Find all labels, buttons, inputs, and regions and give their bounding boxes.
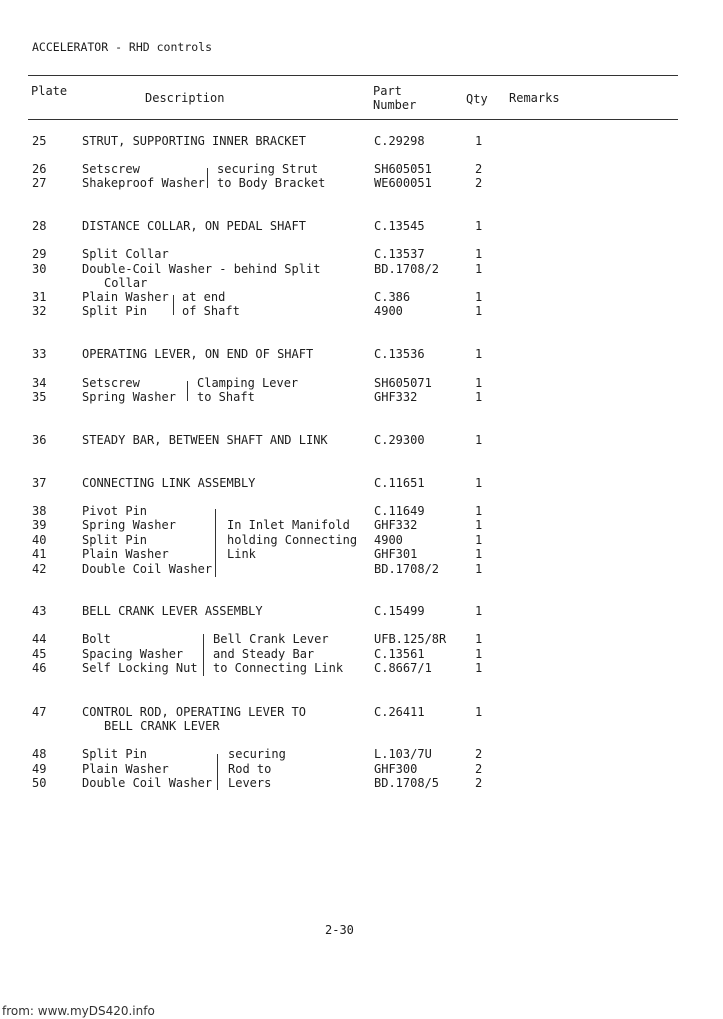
item-description: Split Pin (82, 533, 148, 547)
plate-number: 50 (32, 776, 47, 790)
part-number: SH605071 (374, 376, 432, 390)
table-row (0, 762, 723, 776)
plate-number: 47 (32, 705, 47, 719)
table-row (0, 705, 723, 733)
bracket-bar (173, 295, 174, 315)
bracket-bar (217, 754, 218, 790)
plate-number: 31 (32, 290, 47, 304)
group-note: Levers (228, 776, 272, 790)
quantity: 1 (475, 504, 483, 518)
part-number: SH605051 (374, 162, 432, 176)
plate-number: 30 (32, 262, 47, 276)
item-description: Spring Washer (82, 390, 176, 404)
part-number: WE600051 (374, 176, 432, 190)
item-description: Split Pin (82, 304, 148, 318)
part-number: C.13536 (374, 347, 425, 361)
part-number: C.11651 (374, 476, 425, 490)
item-description: Bolt (82, 632, 111, 646)
plate-number: 48 (32, 747, 47, 761)
quantity: 1 (475, 604, 483, 618)
part-number: GHF332 (374, 518, 418, 532)
item-description: Shakeproof Washer (82, 176, 205, 190)
item-description: CONNECTING LINK ASSEMBLY (82, 476, 256, 490)
table-row (0, 390, 723, 404)
part-number: GHF300 (374, 762, 418, 776)
item-description: Split Collar (82, 247, 169, 261)
page-title: ACCELERATOR - RHD controls (32, 40, 213, 54)
item-description: CONTROL ROD, OPERATING LEVER TO (82, 705, 306, 719)
quantity: 2 (475, 776, 483, 790)
quantity: 1 (475, 533, 483, 547)
quantity: 1 (475, 547, 483, 561)
table-row (0, 604, 723, 618)
table-row (0, 562, 723, 576)
quantity: 1 (475, 632, 483, 646)
header-description: Description (145, 91, 225, 105)
header-qty: Qty (466, 92, 488, 106)
plate-number: 32 (32, 304, 47, 318)
table-row (0, 632, 723, 646)
plate-number: 36 (32, 433, 47, 447)
group-note: securing Strut (217, 162, 319, 176)
item-description: Double-Coil Washer - behind Split (82, 262, 321, 276)
plate-number: 33 (32, 347, 47, 361)
group-note: In Inlet Manifold (227, 518, 350, 532)
item-description: Self Locking Nut (82, 661, 198, 675)
bracket-bar (207, 168, 208, 188)
plate-number: 37 (32, 476, 47, 490)
group-note: to Body Bracket (217, 176, 326, 190)
header-remarks: Remarks (509, 91, 560, 105)
part-number: C.13545 (374, 219, 425, 233)
group-note: and Steady Bar (213, 647, 315, 661)
group-note: Rod to (228, 762, 272, 776)
plate-number: 29 (32, 247, 47, 261)
part-number: C.386 (374, 290, 411, 304)
item-description: Spacing Washer (82, 647, 184, 661)
plate-number: 41 (32, 547, 47, 561)
quantity: 1 (475, 219, 483, 233)
quantity: 1 (475, 661, 483, 675)
part-number: L.103/7U (374, 747, 432, 761)
plate-number: 45 (32, 647, 47, 661)
source-watermark: from: www.myDS420.info (2, 1004, 155, 1018)
part-number: UFB.125/8R (374, 632, 447, 646)
table-row (0, 247, 723, 261)
part-number: C.29298 (374, 134, 425, 148)
plate-number: 27 (32, 176, 47, 190)
part-number: C.15499 (374, 604, 425, 618)
part-number: BD.1708/2 (374, 562, 440, 576)
item-description: DISTANCE COLLAR, ON PEDAL SHAFT (82, 219, 306, 233)
quantity: 1 (475, 347, 483, 361)
part-number: BD.1708/5 (374, 776, 440, 790)
table-row (0, 262, 723, 290)
plate-number: 49 (32, 762, 47, 776)
quantity: 2 (475, 747, 483, 761)
header-bottom-rule (28, 119, 678, 120)
quantity: 2 (475, 162, 483, 176)
item-description: OPERATING LEVER, ON END OF SHAFT (82, 347, 314, 361)
item-description: Spring Washer (82, 518, 176, 532)
table-row (0, 162, 723, 176)
table-row (0, 747, 723, 761)
table-row (0, 661, 723, 675)
item-description: STEADY BAR, BETWEEN SHAFT AND LINK (82, 433, 328, 447)
quantity: 2 (475, 176, 483, 190)
plate-number: 40 (32, 533, 47, 547)
plate-number: 43 (32, 604, 47, 618)
bracket-bar (187, 381, 188, 401)
item-description: Plain Washer (82, 290, 169, 304)
group-note: holding Connecting (227, 533, 358, 547)
table-row (0, 304, 723, 318)
part-number: GHF301 (374, 547, 418, 561)
table-row (0, 647, 723, 661)
quantity: 1 (475, 376, 483, 390)
item-description: Double Coil Washer (82, 776, 213, 790)
quantity: 1 (475, 433, 483, 447)
table-row (0, 476, 723, 490)
table-row (0, 134, 723, 148)
plate-number: 39 (32, 518, 47, 532)
plate-number: 42 (32, 562, 47, 576)
part-number: C.26411 (374, 705, 425, 719)
part-number: C.11649 (374, 504, 425, 518)
group-note: securing (228, 747, 286, 761)
table-row (0, 219, 723, 233)
group-note: to Connecting Link (213, 661, 344, 675)
plate-number: 25 (32, 134, 47, 148)
item-description: Plain Washer (82, 762, 169, 776)
quantity: 2 (475, 762, 483, 776)
item-description: Pivot Pin (82, 504, 148, 518)
group-note: Bell Crank Lever (213, 632, 329, 646)
plate-number: 44 (32, 632, 47, 646)
part-number: C.13537 (374, 247, 425, 261)
quantity: 1 (475, 290, 483, 304)
quantity: 1 (475, 476, 483, 490)
table-row (0, 290, 723, 304)
quantity: 1 (475, 247, 483, 261)
part-number: 4900 (374, 533, 403, 547)
table-row (0, 518, 723, 532)
item-description: Double Coil Washer (82, 562, 213, 576)
quantity: 1 (475, 262, 483, 276)
table-row (0, 176, 723, 190)
quantity: 1 (475, 562, 483, 576)
table-row (0, 376, 723, 390)
quantity: 1 (475, 390, 483, 404)
table-row (0, 776, 723, 790)
table-row (0, 347, 723, 361)
plate-number: 26 (32, 162, 47, 176)
item-description-continued: Collar (104, 276, 148, 290)
bracket-bar (215, 509, 216, 577)
bracket-bar (203, 634, 204, 676)
group-note: Clamping Lever (197, 376, 299, 390)
item-description: Plain Washer (82, 547, 169, 561)
header-part-number: Part Number (373, 84, 417, 112)
quantity: 1 (475, 705, 483, 719)
table-row (0, 504, 723, 518)
quantity: 1 (475, 647, 483, 661)
table-row (0, 533, 723, 547)
quantity: 1 (475, 304, 483, 318)
item-description-continued: BELL CRANK LEVER (104, 719, 220, 733)
group-note: at end (182, 290, 226, 304)
part-number: GHF332 (374, 390, 418, 404)
group-note: of Shaft (182, 304, 240, 318)
plate-number: 38 (32, 504, 47, 518)
page-number: 2-30 (325, 923, 354, 937)
item-description: STRUT, SUPPORTING INNER BRACKET (82, 134, 306, 148)
table-row (0, 433, 723, 447)
part-number: C.8667/1 (374, 661, 432, 675)
header-top-rule (28, 75, 678, 76)
item-description: Split Pin (82, 747, 148, 761)
part-number: C.13561 (374, 647, 425, 661)
part-number: BD.1708/2 (374, 262, 440, 276)
plate-number: 35 (32, 390, 47, 404)
plate-number: 34 (32, 376, 47, 390)
header-plate: Plate (31, 84, 68, 98)
item-description: BELL CRANK LEVER ASSEMBLY (82, 604, 263, 618)
plate-number: 46 (32, 661, 47, 675)
part-number: 4900 (374, 304, 403, 318)
group-note: Link (227, 547, 256, 561)
group-note: to Shaft (197, 390, 255, 404)
item-description: Setscrew (82, 376, 140, 390)
plate-number: 28 (32, 219, 47, 233)
table-row (0, 547, 723, 561)
part-number: C.29300 (374, 433, 425, 447)
quantity: 1 (475, 518, 483, 532)
quantity: 1 (475, 134, 483, 148)
item-description: Setscrew (82, 162, 140, 176)
